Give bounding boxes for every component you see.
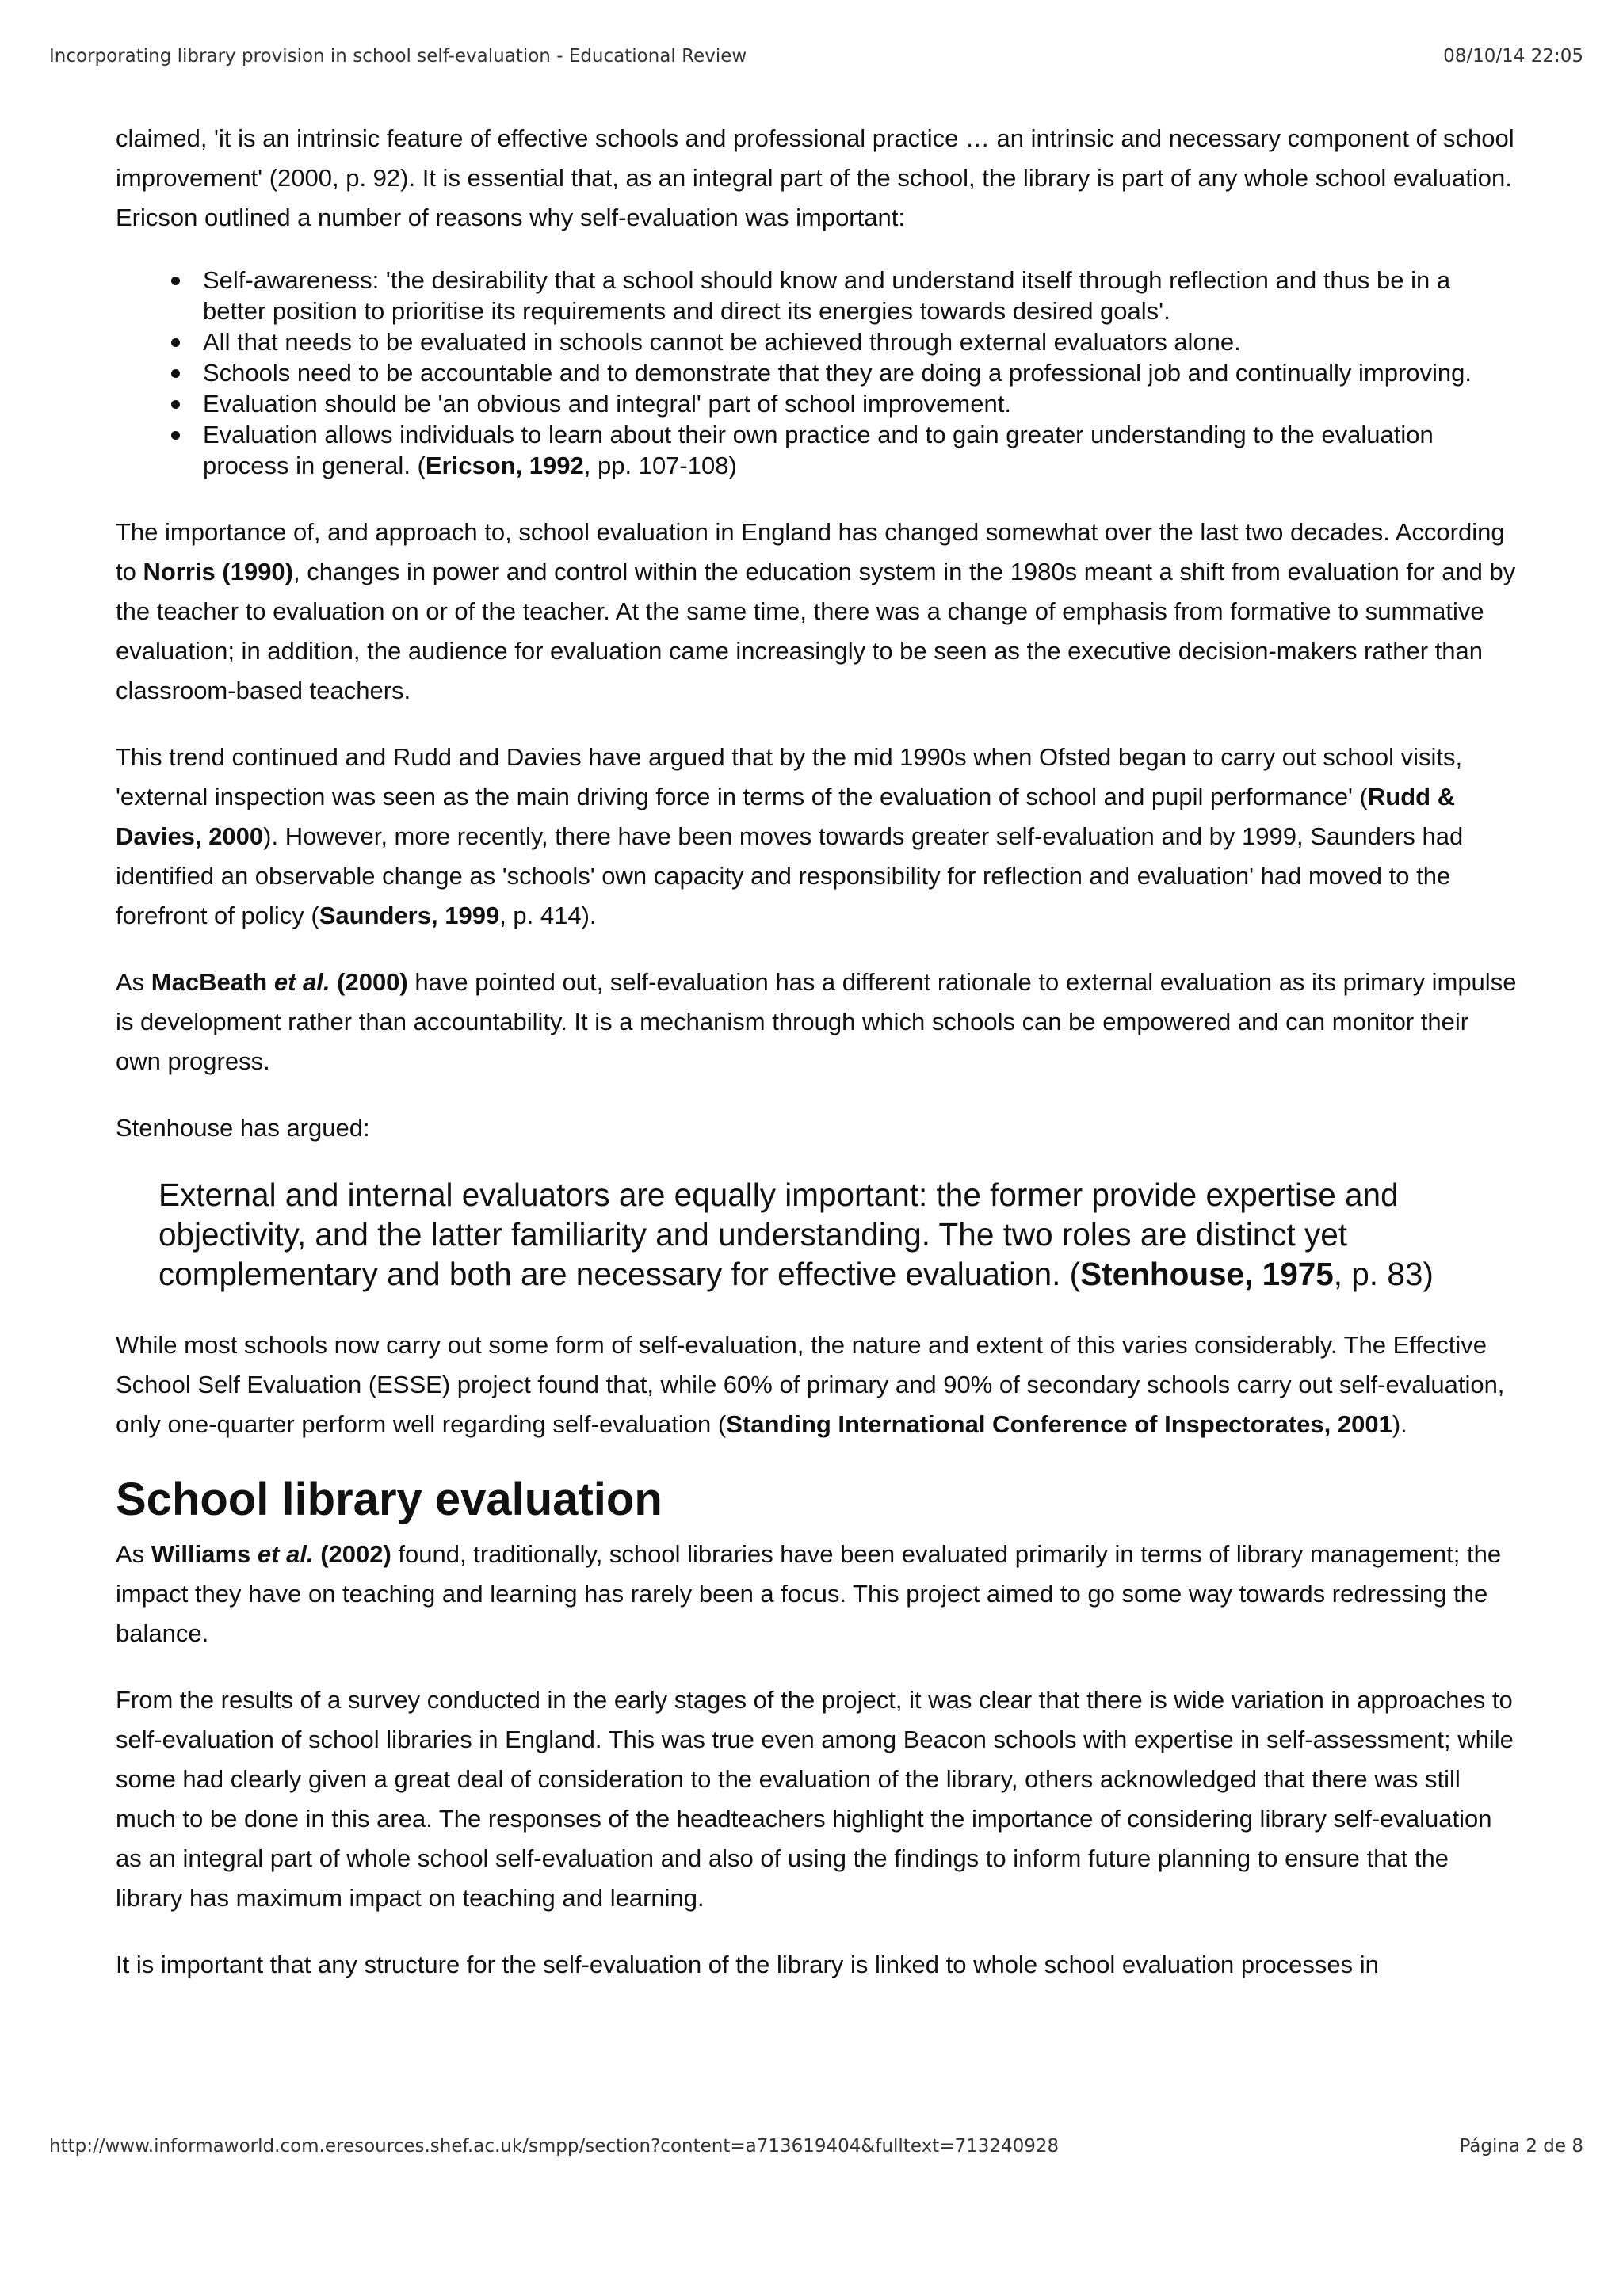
list-item: All that needs to be evaluated in schools cannot be achieved through external evaluators alone. [203,326,1517,357]
paragraph-text: , changes in power and control within the education system in the 1980s meant a shift from evaluation for and by the teacher to evaluation on or of the teacher. At the same time, there was a change of emphasis from formative to summative evaluation; in addition, the audience for evaluation came increasingly to be seen as the executive decision-makers rather than classroom-based teachers. [116,558,1516,704]
citation-link-saunders[interactable]: Saunders, 1999 [319,902,500,929]
paragraph-text: As [116,1540,151,1568]
citation-link-ericson[interactable]: Ericson, 1992 [425,452,584,479]
citation-link-norris[interactable]: Norris (1990) [143,558,293,585]
citation-year: (2002) [320,1540,391,1568]
print-datetime: 08/10/14 22:05 [1443,46,1583,67]
paragraph-williams [116,1535,1517,1653]
paragraph-text: have pointed out, self-evaluation has a different rationale to external evaluation as its primary impulse is development rather than accountability. It is a mechanism through which schools can be empowered and can monitor their own progress. [116,968,1517,1075]
list-item: Schools need to be accountable and to demonstrate that they are doing a professional job and continually improving. [203,357,1517,388]
paragraph-text: found, traditionally, school libraries have been evaluated primarily in terms of library management; the impact they have on teaching and learning has rarely been a focus. This project aimed to go some way towards redressing the balance. [116,1540,1502,1647]
citation-year: (2000) [337,968,408,996]
paragraph-stenhouse-intro: Stenhouse has argued: [116,1114,370,1142]
citation-link-sici[interactable]: Standing International Conference of Inspectorates, 2001 [726,1410,1392,1438]
paragraph-importance [116,513,1517,711]
paragraph-intro: claimed, 'it is an intrinsic feature of effective schools and professional practice … an intrinsic and necessary component of school improvement' (2000, p. 92). It is essential that, as an integral part of the school, the library is part of any whole school evaluation. Ericson outlined a number of reasons why self-evaluation was important: [116,124,1514,231]
citation-link-macbeath[interactable] [151,968,408,996]
quote-suffix: , p. 83) [1333,1256,1434,1292]
citation-name: MacBeath [151,968,268,996]
citation-link-williams[interactable] [151,1540,391,1568]
list-item-text: Evaluation allows individuals to learn about their own practice and to gain greater understanding to the evaluation process in general. ( [203,421,1434,479]
citation-etal: et al. [257,1540,314,1568]
list-item: Self-awareness: 'the desirability that a school should know and understand itself through reflection and thus be in a better position to prioritise its requirements and direct its energies towards desired goals'. [203,265,1517,326]
paragraph-survey: From the results of a survey conducted in the early stages of the project, it was clear that there is wide variation in approaches to self-evaluation of school libraries in England. This was true even among Beacon schools with expertise in self-assessment; while some had clearly given a great deal of consideration to the evaluation of the library, others acknowledged that there was still much to be done in this area. The responses of the headteachers highlight the importance of considering library self-evaluation as an integral part of whole school self-evaluation and also of using the findings to inform future planning to ensure that the library has maximum impact on teaching and learning. [116,1686,1514,1912]
paragraph-text: The importance of, and approach to, school evaluation in England has changed somewhat over the last two decades. According to [116,518,1505,585]
paragraph-structure: It is important that any structure for the self-evaluation of the library is linked to whole school evaluation processes in [116,1951,1379,1978]
page-url: http://www.informaworld.com.eresources.shef.ac.uk/smpp/section?content=a713619404&fulltext=713240928 [49,2136,1060,2157]
citation-link-rudd-davies[interactable]: Rudd & Davies, 2000 [116,783,1456,850]
list-item [203,419,1517,481]
block-quote [158,1175,1498,1294]
citation-etal: et al. [273,968,330,996]
paragraph-text: ). [1392,1410,1407,1438]
quote-text: External and internal evaluators are equally important: the former provide expertise and objectivity, and the latter familiarity and understanding. The two roles are distinct yet complementary and both are necessary for effective evaluation. ( [158,1177,1399,1292]
paragraph-esse [116,1325,1517,1444]
list-item: Evaluation should be 'an obvious and integral' part of school improvement. [203,388,1517,419]
paragraph-text: ). However, more recently, there have been moves towards greater self-evaluation and by 1999, Saunders had identified an observable change as 'schools' own capacity and responsibility for reflection and evaluation' had moved to the forefront of policy ( [116,822,1464,929]
paragraph-text: While most schools now carry out some form of self-evaluation, the nature and extent of this varies considerably. The Effective School Self Evaluation (ESSE) project found that, while 60% of primary and 90% of secondary schools carry out self-evaluation, only one-quarter perform well regarding self-evaluation ( [116,1331,1505,1438]
article-body [116,119,1517,2012]
page-number: Página 2 de 8 [1459,2136,1583,2157]
section-heading: School library evaluation [116,1474,663,1525]
print-header [49,46,1583,67]
paragraph-macbeath [116,963,1517,1081]
citation-name: Williams [151,1540,251,1568]
citation-link-stenhouse[interactable]: Stenhouse, 1975 [1080,1256,1334,1292]
page-title: Incorporating library provision in school self-evaluation - Educational Review [49,46,747,67]
paragraph-text: As [116,968,151,996]
paragraph-trend [116,738,1517,936]
paragraph-text: , p. 414). [499,902,597,929]
list-item-suffix: , pp. 107-108) [583,452,737,479]
print-footer [49,2136,1583,2157]
paragraph-text: This trend continued and Rudd and Davies have argued that by the mid 1990s when Ofsted began to carry out school visits, 'external inspection was seen as the main driving force in terms of the evaluation of school and pupil performance' ( [116,743,1463,810]
reasons-list [116,265,1517,481]
